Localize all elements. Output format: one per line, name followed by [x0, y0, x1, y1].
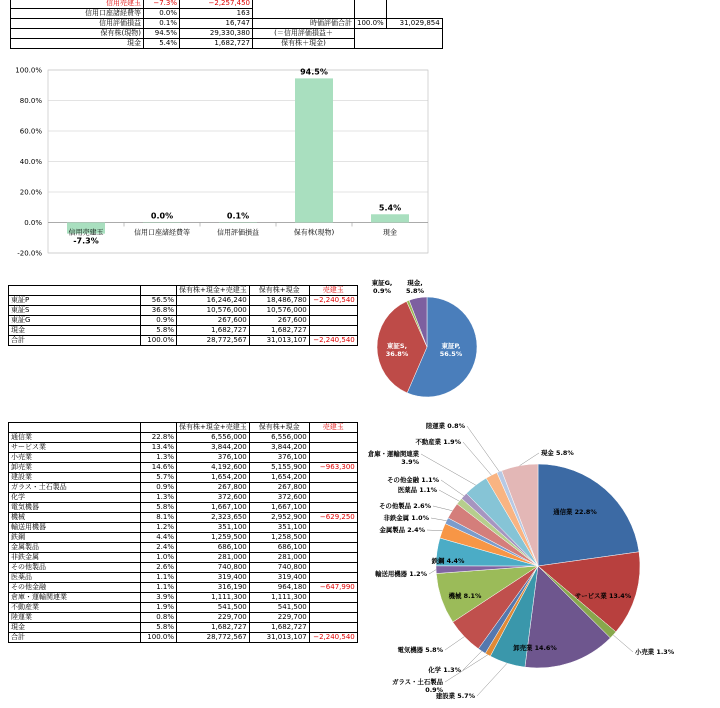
allocation-bar-chart: [0, 60, 430, 260]
summary-label: 信用評価損益: [11, 19, 144, 29]
market-cell: [309, 326, 357, 336]
sector-cell: 1,259,500: [177, 533, 250, 543]
sector-header: 売建玉: [309, 423, 357, 433]
pie-label: 現金, 5.8%: [406, 278, 425, 295]
sector-cell: [309, 613, 357, 623]
market-cell: 16,246,240: [177, 296, 250, 306]
sector-cell: 2,323,650: [177, 513, 250, 523]
sector-cell: 14.6%: [141, 463, 177, 473]
sector-row: [9, 603, 358, 613]
sector-cell: 1.1%: [141, 583, 177, 593]
pie-label: 通信業 22.8%: [552, 507, 597, 516]
market-header: [141, 286, 177, 296]
market-cell: 267,600: [249, 316, 309, 326]
sector-cell: [309, 603, 357, 613]
summary-pct: −7.3%: [144, 0, 180, 9]
market-header: [9, 286, 141, 296]
sector-cell: 金属製品: [9, 543, 141, 553]
market-cell: 10,576,000: [249, 306, 309, 316]
sector-cell: 0.8%: [141, 613, 177, 623]
y-tick-label: 20.0%: [20, 189, 43, 197]
market-cell: 56.5%: [141, 296, 177, 306]
sector-cell: 5,155,900: [249, 463, 309, 473]
sector-cell: 1,654,200: [177, 473, 250, 483]
sector-cell: 電気機器: [9, 503, 141, 513]
market-cell: 合計: [9, 336, 141, 346]
sector-cell: 8.1%: [141, 513, 177, 523]
market-header: 保有株+現金: [249, 286, 309, 296]
pie-label: 不動産業 1.9%: [415, 437, 461, 446]
summary-label: 信用売建玉: [11, 0, 144, 9]
summary-pct: 5.4%: [144, 39, 180, 49]
summary-row: [11, 29, 443, 39]
sector-cell: 1,258,500: [249, 533, 309, 543]
sector-cell: 6,556,000: [249, 433, 309, 443]
data-label: 0.0%: [151, 212, 173, 221]
pie-label: 東証P, 56.5%: [440, 341, 463, 358]
sector-row: [9, 533, 358, 543]
pie-label: 非鉄金属 1.0%: [383, 513, 429, 522]
pie-label: 建設業 5.7%: [435, 691, 476, 700]
sector-cell: [309, 453, 357, 463]
sector-cell: [309, 533, 357, 543]
total-label-3: 保有株＋現金): [253, 39, 355, 49]
leader-line: [441, 480, 464, 496]
sector-cell: 686,100: [249, 543, 309, 553]
sector-cell: 28,772,567: [177, 633, 250, 643]
summary-blank: [253, 0, 355, 19]
pie-label: 金属製品 2.4%: [379, 525, 425, 534]
sector-cell: 医薬品: [9, 573, 141, 583]
pie-label: ガラス・土石製品 0.9%: [392, 677, 444, 694]
sector-row: [9, 463, 358, 473]
sector-cell: 3,844,200: [177, 443, 250, 453]
market-cell: 0.9%: [141, 316, 177, 326]
sector-cell: 1.3%: [141, 493, 177, 503]
pie-label: 小売業 1.3%: [635, 647, 675, 656]
sector-cell: 1,654,200: [249, 473, 309, 483]
sector-cell: 1,111,300: [177, 593, 250, 603]
sector-cell: 376,100: [177, 453, 250, 463]
total-label: 時価評価合計: [253, 19, 355, 29]
summary-label: 保有株(現物): [11, 29, 144, 39]
market-cell: [309, 316, 357, 326]
sector-cell: 686,100: [177, 543, 250, 553]
y-tick-label: 80.0%: [20, 97, 43, 105]
y-tick-label: 60.0%: [20, 128, 43, 136]
leader-line: [463, 442, 491, 475]
sector-cell: 319,400: [177, 573, 250, 583]
summary-row: [11, 0, 443, 9]
sector-cell: −963,300: [309, 463, 357, 473]
pie-label: その他製品 2.6%: [379, 501, 431, 510]
sector-cell: 351,100: [249, 523, 309, 533]
market-cell: 東証S: [9, 306, 141, 316]
leader-line: [433, 506, 452, 511]
y-tick-label: 40.0%: [20, 158, 43, 166]
sector-header: [141, 423, 177, 433]
market-row: [9, 336, 358, 346]
market-row: [9, 326, 358, 336]
market-cell: [309, 306, 357, 316]
sector-cell: 2.4%: [141, 543, 177, 553]
leader-line: [467, 426, 499, 472]
x-tick-label: 現金: [383, 228, 397, 237]
sector-cell: 376,100: [249, 453, 309, 463]
sector-cell: [309, 553, 357, 563]
sector-cell: [309, 493, 357, 503]
sector-row: [9, 623, 358, 633]
market-header: 売建玉: [309, 286, 357, 296]
sector-cell: 3.9%: [141, 593, 177, 603]
sector-cell: 陸運業: [9, 613, 141, 623]
market-cell: 東証P: [9, 296, 141, 306]
sector-cell: 1.2%: [141, 523, 177, 533]
summary-value: 29,330,380: [180, 29, 253, 39]
sector-cell: 740,800: [249, 563, 309, 573]
sector-cell: 351,100: [177, 523, 250, 533]
summary-label: 現金: [11, 39, 144, 49]
sector-cell: −2,240,540: [309, 633, 357, 643]
sector-cell: 通信業: [9, 433, 141, 443]
sector-cell: 541,500: [177, 603, 250, 613]
sector-cell: 4.4%: [141, 533, 177, 543]
market-cell: 10,576,000: [177, 306, 250, 316]
pie-label: 電気機器 5.8%: [397, 645, 443, 654]
sector-cell: 5.8%: [141, 623, 177, 633]
leader-line: [613, 635, 633, 652]
sector-cell: [309, 483, 357, 493]
sector-table: [8, 422, 358, 643]
sector-row: [9, 593, 358, 603]
summary-value: −2,257,450: [180, 0, 253, 9]
sector-cell: 輸送用機器: [9, 523, 141, 533]
sector-row: [9, 583, 358, 593]
sector-row: [9, 503, 358, 513]
sector-cell: 1.1%: [141, 573, 177, 583]
market-cell: 31,013,107: [249, 336, 309, 346]
sector-cell: 小売業: [9, 453, 141, 463]
pie-label: 鉄鋼 4.4%: [431, 556, 465, 565]
sector-cell: 合計: [9, 633, 141, 643]
y-tick-label: 100.0%: [15, 67, 42, 75]
sector-cell: 1,667,100: [249, 503, 309, 513]
sector-cell: 319,400: [249, 573, 309, 583]
summary-value: 1,682,727: [180, 39, 253, 49]
x-tick-label: 信用口座諸経費等: [134, 228, 190, 237]
sector-row: [9, 563, 358, 573]
sector-header: 保有株+現金+売建玉: [177, 423, 250, 433]
sector-cell: 3,844,200: [249, 443, 309, 453]
sector-cell: ガラス・土石製品: [9, 483, 141, 493]
sector-row: [9, 573, 358, 583]
sector-cell: 316,190: [177, 583, 250, 593]
sector-cell: 281,000: [249, 553, 309, 563]
sector-row: [9, 453, 358, 463]
sector-cell: 1,682,727: [249, 623, 309, 633]
market-pie-chart: [360, 280, 500, 400]
sector-cell: 機械: [9, 513, 141, 523]
sector-cell: 2.6%: [141, 563, 177, 573]
data-label: 94.5%: [300, 67, 328, 76]
sector-cell: 100.0%: [141, 633, 177, 643]
sector-cell: 229,700: [249, 613, 309, 623]
total-value: 31,029,854: [386, 19, 442, 29]
leader-line: [431, 518, 447, 521]
market-cell: 36.8%: [141, 306, 177, 316]
market-cell: 267,600: [177, 316, 250, 326]
pie-label: 倉庫・運輸関連業 3.9%: [368, 449, 420, 466]
market-cell: −2,240,540: [309, 336, 357, 346]
sector-row: [9, 633, 358, 643]
market-cell: 28,772,567: [177, 336, 250, 346]
sector-cell: 建設業: [9, 473, 141, 483]
bar: [371, 214, 409, 222]
market-row: [9, 296, 358, 306]
sector-cell: 281,000: [177, 553, 250, 563]
data-label: 0.1%: [227, 211, 249, 220]
market-cell: 100.0%: [141, 336, 177, 346]
sector-cell: [309, 573, 357, 583]
sector-cell: 1,682,727: [177, 623, 250, 633]
leader-line: [427, 530, 442, 531]
sector-cell: 1,667,100: [177, 503, 250, 513]
summary-pct: 0.0%: [144, 9, 180, 19]
sector-cell: 6,556,000: [177, 433, 250, 443]
pie-label: 医薬品 1.1%: [398, 485, 438, 494]
sector-cell: サービス業: [9, 443, 141, 453]
sector-cell: [309, 593, 357, 603]
x-tick-label: 信用売建玉: [69, 228, 104, 237]
sector-cell: 鉄鋼: [9, 533, 141, 543]
market-cell: 現金: [9, 326, 141, 336]
sector-cell: 267,800: [177, 483, 250, 493]
sector-cell: 5.8%: [141, 503, 177, 513]
summary-row: [11, 19, 443, 29]
sector-row: [9, 543, 358, 553]
summary-value: 16,747: [180, 19, 253, 29]
sector-cell: 化学: [9, 493, 141, 503]
leader-line: [439, 490, 459, 501]
sector-row: [9, 483, 358, 493]
pie-label: 現金 5.8%: [541, 448, 574, 457]
sector-cell: 倉庫・運輸関連業: [9, 593, 141, 603]
pie-label: その他金融 1.1%: [387, 475, 439, 484]
sector-cell: 1.3%: [141, 453, 177, 463]
sector-cell: 541,500: [249, 603, 309, 613]
sector-cell: [309, 523, 357, 533]
sector-cell: [309, 433, 357, 443]
sector-cell: 不動産業: [9, 603, 141, 613]
sector-cell: 372,600: [177, 493, 250, 503]
leader-line: [429, 570, 436, 574]
sector-cell: その他金融: [9, 583, 141, 593]
sector-cell: −647,990: [309, 583, 357, 593]
summary-value: 163: [180, 9, 253, 19]
sector-cell: [309, 563, 357, 573]
sector-row: [9, 553, 358, 563]
sector-row: [9, 443, 358, 453]
market-cell: 1,682,727: [177, 326, 250, 336]
sector-cell: 現金: [9, 623, 141, 633]
sector-row: [9, 493, 358, 503]
sector-cell: 0.9%: [141, 483, 177, 493]
market-cell: 5.8%: [141, 326, 177, 336]
sector-row: [9, 473, 358, 483]
sector-cell: [309, 543, 357, 553]
pie-label: 卸売業 14.6%: [513, 643, 557, 652]
sector-cell: [309, 443, 357, 453]
market-cell: 1,682,727: [249, 326, 309, 336]
sector-cell: 267,800: [249, 483, 309, 493]
summary-blank: [386, 0, 442, 19]
total-label-2: (＝信用評価損益＋: [253, 29, 355, 39]
pie-label: 機械 8.1%: [449, 591, 482, 600]
sector-cell: 13.4%: [141, 443, 177, 453]
sector-cell: 5.7%: [141, 473, 177, 483]
summary-table: [10, 0, 443, 49]
sector-cell: 229,700: [177, 613, 250, 623]
market-row: [9, 316, 358, 326]
sector-cell: 2,952,900: [249, 513, 309, 523]
pie-label: 東証S, 36.8%: [386, 341, 409, 358]
market-cell: −2,240,540: [309, 296, 357, 306]
sector-cell: 740,800: [177, 563, 250, 573]
sector-row: [9, 433, 358, 443]
x-tick-label: 保有株(現物): [294, 228, 335, 237]
leader-line: [445, 637, 464, 650]
pie-label: 東証G, 0.9%: [372, 278, 393, 295]
y-tick-label: 0.0%: [24, 219, 42, 227]
summary-blank: [355, 29, 443, 49]
sector-cell: 964,180: [249, 583, 309, 593]
summary-pct: 94.5%: [144, 29, 180, 39]
sector-cell: 1.9%: [141, 603, 177, 613]
x-tick-label: 信用評価損益: [217, 228, 259, 237]
market-table: [8, 285, 358, 346]
pie-label: サービス業 13.4%: [575, 591, 632, 600]
market-cell: 東証G: [9, 316, 141, 326]
pie-label: 化学 1.3%: [427, 665, 461, 674]
sector-pie-chart: [385, 418, 715, 708]
market-header: 保有株+現金+売建玉: [177, 286, 250, 296]
y-tick-label: -20.0%: [17, 250, 42, 258]
data-label: 5.4%: [379, 203, 401, 212]
summary-label: 信用口座諸経費等: [11, 9, 144, 19]
sector-cell: 22.8%: [141, 433, 177, 443]
leader-line: [477, 663, 507, 696]
summary-blank: [355, 0, 387, 19]
sector-header: [9, 423, 141, 433]
sector-cell: [309, 623, 357, 633]
data-label: -7.3%: [73, 237, 99, 246]
sector-row: [9, 513, 358, 523]
pie-label: 輸送用機器 1.2%: [375, 569, 427, 578]
sector-cell: 31,013,107: [249, 633, 309, 643]
sector-cell: その他製品: [9, 563, 141, 573]
sector-cell: [309, 503, 357, 513]
bar: [295, 78, 333, 222]
sector-cell: 1,111,300: [249, 593, 309, 603]
sector-row: [9, 523, 358, 533]
sector-cell: 1.0%: [141, 553, 177, 563]
sector-cell: 372,600: [249, 493, 309, 503]
total-pct: 100.0%: [355, 19, 387, 29]
sector-cell: [309, 473, 357, 483]
sector-cell: 4,192,600: [177, 463, 250, 473]
market-cell: 18,486,780: [249, 296, 309, 306]
market-row: [9, 306, 358, 316]
sector-row: [9, 613, 358, 623]
sector-cell: 卸売業: [9, 463, 141, 473]
sector-cell: 非鉄金属: [9, 553, 141, 563]
sector-header: 保有株+現金: [249, 423, 309, 433]
summary-pct: 0.1%: [144, 19, 180, 29]
pie-label: 陸運業 0.8%: [426, 421, 466, 430]
sector-cell: −629,250: [309, 513, 357, 523]
